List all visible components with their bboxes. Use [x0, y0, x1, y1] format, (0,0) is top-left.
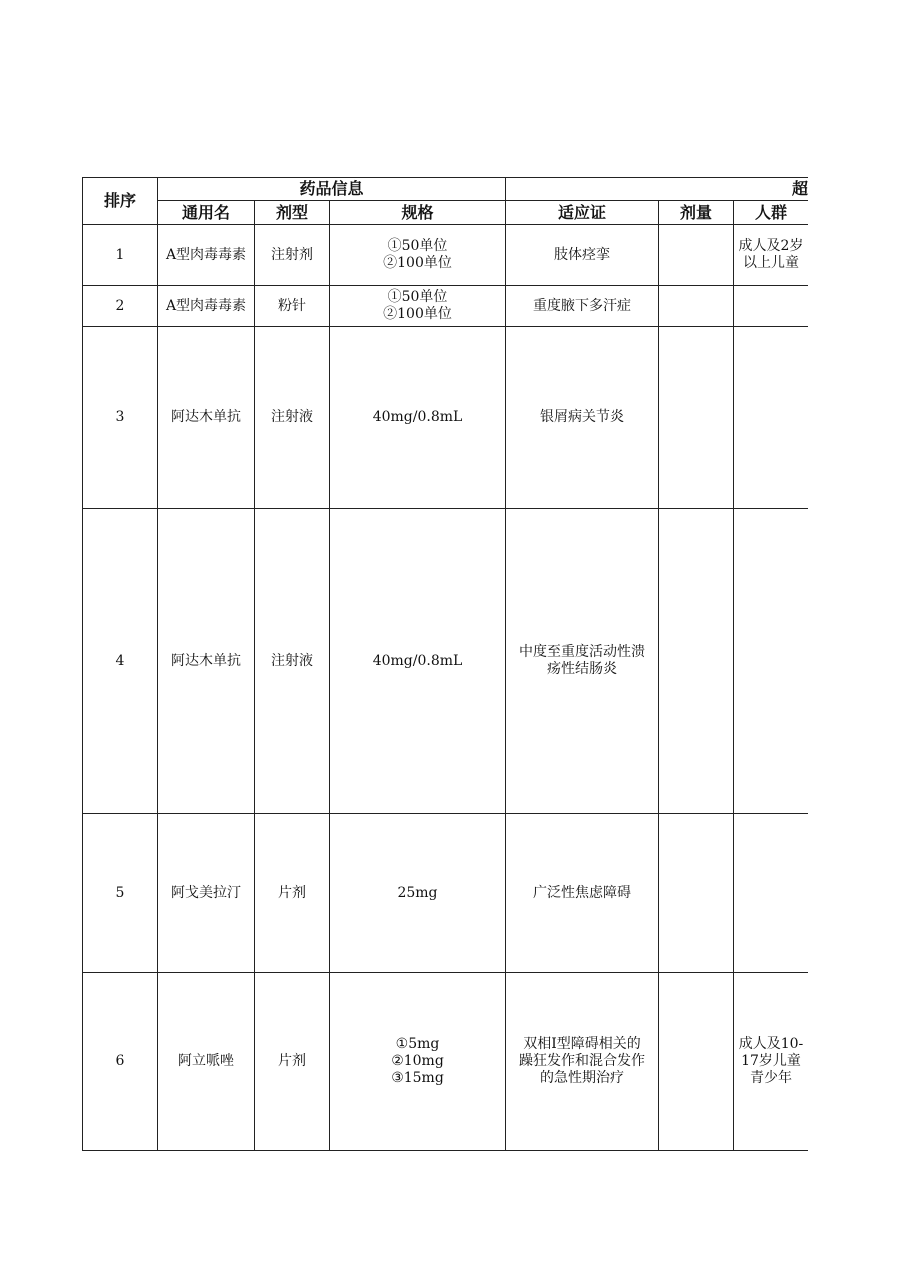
cell-spec-line: 40mg/0.8mL	[372, 652, 463, 669]
cell-indication-line: 银屑病关节炎	[540, 409, 624, 425]
cell-dose	[659, 973, 734, 1151]
cell-indication-line: 疡性结肠炎	[547, 661, 617, 677]
header-indication: 适应证	[506, 201, 659, 225]
header-population: 人群	[734, 201, 809, 225]
cell-indication-line: 中度至重度活动性溃	[519, 644, 645, 660]
cell-spec	[330, 225, 506, 286]
cell-dose	[659, 286, 734, 327]
cell-dosage-form: 片剂	[255, 973, 330, 1151]
cell-spec-line: ②100单位	[383, 255, 452, 271]
cell-rank: 4	[83, 509, 158, 814]
cell-indication	[506, 225, 659, 286]
cell-dose	[659, 225, 734, 286]
cell-dose	[659, 509, 734, 814]
cell-spec-line: ①5mg	[395, 1036, 440, 1052]
table-row	[83, 286, 809, 327]
cell-spec-line: 25mg	[397, 884, 438, 901]
cell-spec	[330, 814, 506, 973]
cell-spec	[330, 286, 506, 327]
cell-dosage-form: 注射剂	[255, 225, 330, 286]
header-next-group	[506, 178, 809, 201]
cell-indication-line: 躁狂发作和混合发作	[519, 1053, 645, 1069]
cell-indication	[506, 814, 659, 973]
header-next-group-text: 超	[791, 179, 808, 198]
cell-spec-line: 40mg/0.8mL	[372, 409, 463, 425]
cell-generic-name: A型肉毒毒素	[158, 225, 255, 286]
cell-population	[734, 509, 809, 814]
cell-indication	[506, 973, 659, 1151]
table-body	[83, 225, 809, 1151]
cell-indication	[506, 327, 659, 509]
header-row-1	[83, 178, 809, 201]
header-spec: 规格	[330, 201, 506, 225]
table-row	[83, 814, 809, 973]
table-row	[83, 225, 809, 286]
cell-rank: 5	[83, 814, 158, 973]
cell-generic-name: A型肉毒毒素	[158, 286, 255, 327]
cell-dosage-form: 片剂	[255, 814, 330, 973]
cell-population	[734, 327, 809, 509]
cell-population	[734, 225, 809, 286]
cell-generic-name: 阿立哌唑	[158, 973, 255, 1151]
cell-rank: 2	[83, 286, 158, 327]
cell-dosage-form: 注射液	[255, 509, 330, 814]
cell-rank: 6	[83, 973, 158, 1151]
cell-spec-line: ②10mg	[391, 1053, 444, 1069]
cell-spec	[330, 973, 506, 1151]
cell-indication-line: 肢体痉挛	[554, 246, 610, 263]
cell-rank: 3	[83, 327, 158, 509]
header-dose: 剂量	[659, 201, 734, 225]
cell-indication-line: 的急性期治疗	[540, 1070, 624, 1086]
header-generic-name: 通用名	[158, 201, 255, 225]
cell-spec-line: ①50单位	[387, 238, 448, 254]
cell-dose	[659, 327, 734, 509]
cell-indication-line: 双相Ⅰ型障碍相关的	[523, 1036, 641, 1052]
table-row	[83, 973, 809, 1151]
cell-dosage-form: 粉针	[255, 286, 330, 327]
cell-population	[734, 286, 809, 327]
cell-population-line: 以上儿童	[743, 255, 799, 271]
cell-spec-line: ①50单位	[387, 289, 448, 305]
cell-generic-name: 阿达木单抗	[158, 509, 255, 814]
cell-dosage-form: 注射液	[255, 327, 330, 509]
cell-indication-line: 重度腋下多汗症	[533, 297, 631, 314]
cell-population	[734, 814, 809, 973]
cell-population-line: 成人及10-	[738, 1036, 804, 1052]
cell-spec-line: ②100单位	[383, 306, 452, 322]
cell-dose	[659, 814, 734, 973]
cell-spec-line: ③15mg	[391, 1070, 444, 1086]
cell-generic-name: 阿达木单抗	[158, 327, 255, 509]
cell-spec	[330, 327, 506, 509]
cell-population-line: 17岁儿童	[741, 1053, 801, 1069]
table-row	[83, 509, 809, 814]
table-row	[83, 327, 809, 509]
header-rank: 排序	[83, 178, 158, 225]
spreadsheet	[82, 177, 808, 1152]
cell-indication	[506, 286, 659, 327]
cell-indication	[506, 509, 659, 814]
cell-population-line: 成人及2岁	[738, 238, 804, 254]
cell-spec	[330, 509, 506, 814]
header-dosage-form: 剂型	[255, 201, 330, 225]
cell-population-line: 青少年	[750, 1070, 792, 1086]
header-drug-info: 药品信息	[158, 178, 506, 201]
header-row-2	[83, 201, 809, 225]
cell-population	[734, 973, 809, 1151]
cell-rank: 1	[83, 225, 158, 286]
drug-table	[82, 177, 808, 1151]
cell-indication-line: 广泛性焦虑障碍	[533, 884, 631, 901]
cell-generic-name: 阿戈美拉汀	[158, 814, 255, 973]
